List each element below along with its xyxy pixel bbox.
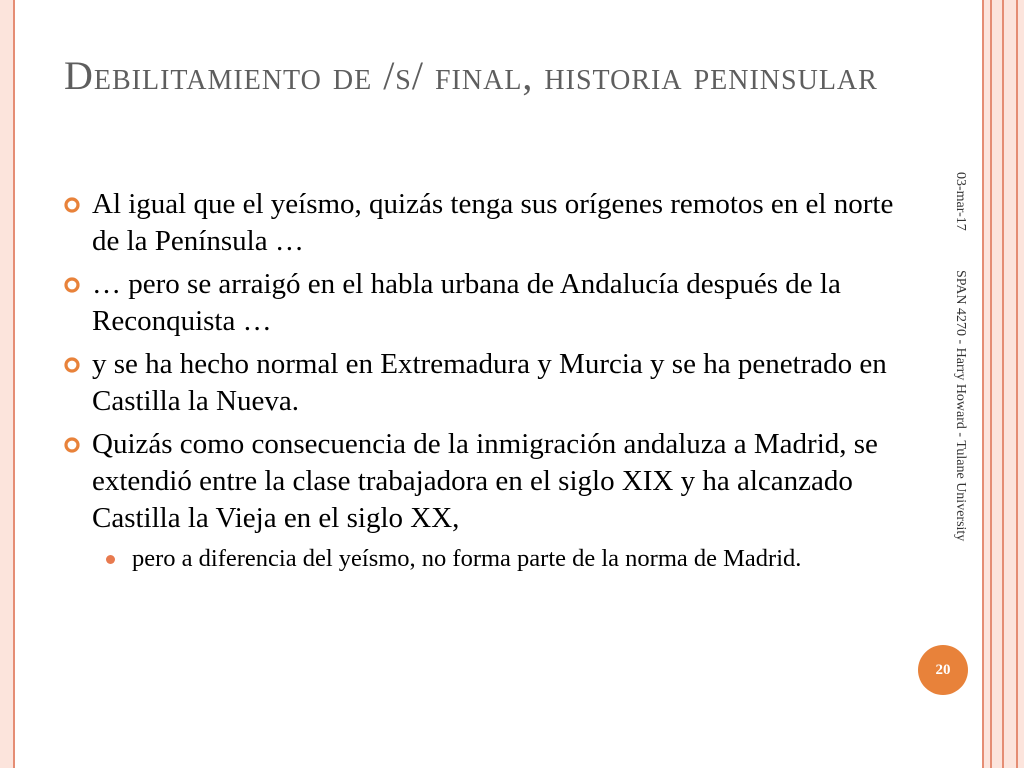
right-stripe [992, 0, 1002, 768]
bullet-text: … pero se arraigó en el habla urbana de Andalucía después de la Reconquista … [92, 268, 841, 337]
bullet-item [64, 426, 894, 537]
left-border-line [13, 0, 15, 768]
right-stripe [1004, 0, 1016, 768]
bullet-item [64, 186, 894, 260]
slide-footer: SPAN 4270 - Harry Howard - Tulane University [953, 270, 968, 542]
slide-date: 03-mar-17 [953, 172, 968, 231]
bullet-ring-icon [64, 437, 80, 453]
bullet-text: Al igual que el yeísmo, quizás tenga sus orígenes remotos en el norte de la Península … [92, 188, 894, 257]
bullet-item [64, 346, 894, 420]
slide-content [64, 186, 894, 575]
right-stripe [1018, 0, 1024, 768]
sub-bullet-item [64, 543, 894, 575]
page-number: 20 [935, 661, 951, 678]
bullet-text: y se ha hecho normal en Extremadura y Murcia y se ha penetrado en Castilla la Nueva. [92, 348, 887, 417]
bullet-ring-icon [64, 277, 80, 293]
sub-bullet-text: pero a diferencia del yeísmo, no forma parte de la norma de Madrid. [132, 545, 802, 572]
left-border-strip [0, 0, 13, 768]
bullet-ring-icon [64, 357, 80, 373]
bullet-item [64, 266, 894, 340]
bullet-text: Quizás como consecuencia de la inmigración andaluza a Madrid, se extendió entre la clase trabajadora en el siglo XIX y ha alcanzado Castilla la Vieja en el siglo XX, [92, 428, 878, 534]
bullet-ring-icon [64, 197, 80, 213]
slide-title: Debilitamiento de /s/ final, historia peninsular [64, 53, 878, 98]
bullet-dot-icon [106, 555, 115, 564]
page-number-badge [918, 645, 968, 695]
